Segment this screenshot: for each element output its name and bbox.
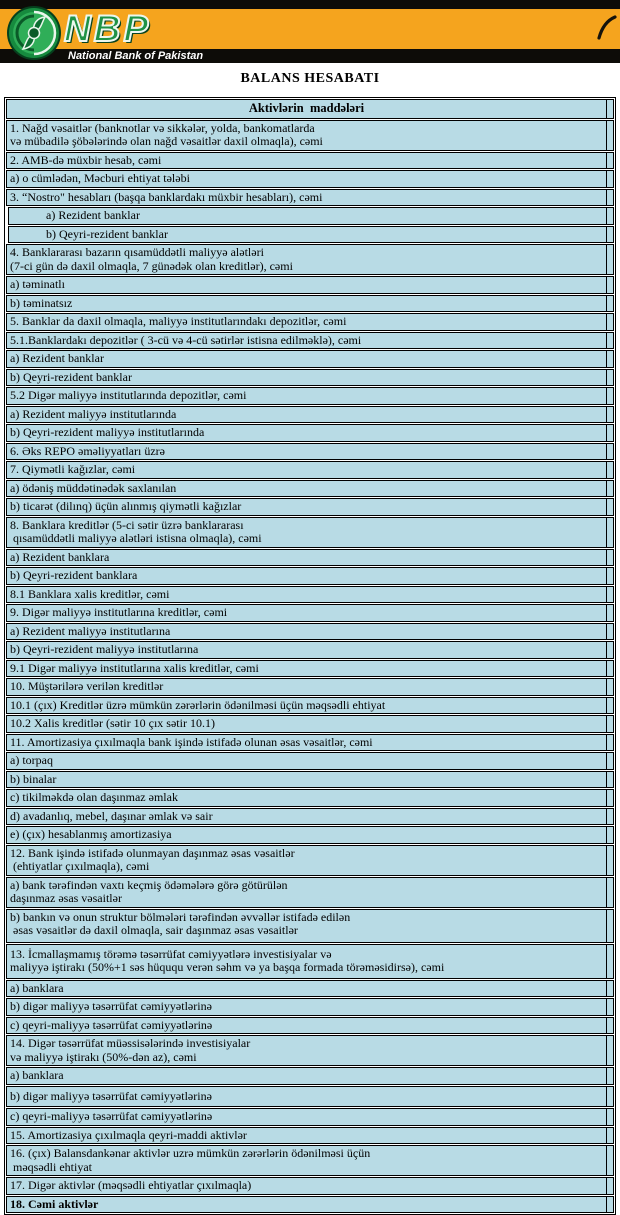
value-cell (606, 481, 613, 497)
row-label-line: və maliyyə iştirakı (50%-dən az), cəmi (10, 1049, 197, 1064)
row-label-line: 18. Cəmi aktivlər (10, 1196, 99, 1211)
row-label-cell (7, 351, 606, 367)
value-cell (606, 1109, 613, 1125)
table-row (6, 189, 614, 207)
table-row (6, 1035, 614, 1066)
table-row (6, 623, 614, 641)
row-label-line: c) qeyri-maliyyə təsərrüfat cəmiyyətlərinə (10, 1109, 213, 1123)
value-cell (606, 846, 613, 875)
table-row (8, 226, 614, 244)
row-label-cell (7, 277, 606, 293)
value-cell (606, 642, 613, 658)
row-label-cell (7, 444, 606, 460)
table-row (6, 826, 614, 844)
row-label-cell (7, 333, 606, 349)
row-label-line: 10. Müştərilərə verilən kreditlər (10, 679, 164, 693)
table-row (6, 567, 614, 585)
table-row (6, 424, 614, 442)
value-cell (606, 679, 613, 695)
row-label-cell (7, 481, 606, 497)
value-cell (606, 809, 613, 825)
row-label-line: a) torpaq (10, 753, 53, 767)
row-label-line: 8. Banklara kreditlər (5-ci sətir üzrə banklararası (10, 517, 244, 532)
row-label-cell (7, 1146, 606, 1175)
value-cell (606, 277, 613, 293)
row-label-cell (7, 878, 606, 907)
table-row (6, 604, 614, 622)
row-label-cell (7, 462, 606, 478)
value-cell (606, 499, 613, 515)
row-label-line: 5. Banklar da daxil olmaqla, maliyyə institutlarındakı depozitlər, cəmi (10, 314, 347, 328)
value-cell (606, 587, 613, 603)
row-label-line: a) Rezident maliyyə institutlarına (10, 623, 171, 638)
row-label-line: b) bankın və onun struktur bölmələri tərəfindən əvvəllər istifadə edilən (10, 909, 351, 924)
table-row (6, 660, 614, 678)
value-cell (606, 624, 613, 640)
value-cell (606, 1036, 613, 1065)
table-row (6, 1067, 614, 1085)
table-row (6, 443, 614, 461)
table-row (6, 461, 614, 479)
row-label-line: 3. “Nostro" hesabları (başqa banklardakı müxbir hesabları), cəmi (10, 189, 323, 204)
value-cell (606, 1128, 613, 1144)
table-row (6, 387, 614, 405)
table-row (6, 498, 614, 516)
row-label-line: 10.1 (çıx) Kreditlər üzrə mümkün zərərlərin ödənilməsi üçün məqsədli ehtiyat (10, 697, 386, 712)
row-label-line: 9.1 Digər maliyyə institutlarına xalis kreditlər, cəmi (10, 660, 259, 675)
row-label-line: b) Qeyri-rezident maliyyə institutlarında (10, 425, 205, 439)
row-label-cell (7, 388, 606, 404)
brand-name: National Bank of Pakistan (68, 50, 204, 62)
value-cell (606, 227, 613, 243)
row-label-cell (7, 190, 606, 206)
row-label-line: 13. İcmallaşmamış törəmə təsərrüfat cəmiyyətlərə investisiyalar və (10, 946, 332, 961)
value-cell (606, 462, 613, 478)
value-cell (606, 518, 613, 547)
row-label-line: 14. Digər təsərrüfat müəssisələrində investisiyalar (10, 1036, 251, 1050)
row-label-line: b) ticarət (dilınq) üçün alınmış qiymətli kağızlar (10, 499, 242, 513)
table-body (6, 120, 614, 1214)
table-row (6, 909, 614, 943)
table-row (6, 586, 614, 604)
row-label-cell (7, 772, 606, 788)
row-label-line: 4. Banklararası bazarın qısamüddətli maliyyə alətləri (10, 245, 264, 259)
row-label-line: daşınmaz əsas vəsaitlər (10, 891, 122, 905)
value-cell (606, 568, 613, 584)
row-label-line: d) avadanlıq, mebel, daşınar əmlak və sair (10, 808, 213, 823)
table-row (6, 1127, 614, 1145)
row-label-cell (7, 642, 606, 658)
row-label-cell (7, 735, 606, 751)
table-row (6, 641, 614, 659)
row-label-cell (7, 550, 606, 566)
row-label-line: e) (çıx) hesablanmış amortizasiya (10, 827, 172, 841)
table-row (6, 1108, 614, 1126)
row-label-cell (7, 1178, 606, 1194)
row-label-line: 11. Amortizasiya çıxılmaqla bank işində istifadə olunan əsas vəsaitlər, cəmi (10, 734, 373, 749)
row-label-cell (7, 910, 606, 942)
table-row (6, 1196, 614, 1214)
row-label-cell (9, 208, 606, 224)
table-row (6, 1145, 614, 1176)
row-label-cell (7, 605, 606, 621)
row-label-cell (7, 1128, 606, 1144)
table-header-row (6, 99, 614, 119)
value-cell (606, 735, 613, 751)
row-label-cell (7, 716, 606, 732)
row-label-cell (7, 518, 606, 547)
row-label-cell (7, 827, 606, 843)
value-cell (606, 772, 613, 788)
value-cell (606, 1018, 613, 1034)
table-row (6, 313, 614, 331)
row-label-cell (7, 407, 606, 423)
row-label-line: b) Qeyri-rezident maliyyə institutlarına (10, 642, 199, 656)
value-cell (606, 605, 613, 621)
table-row (6, 152, 614, 170)
table-row (6, 697, 614, 715)
table-row (6, 1086, 614, 1108)
table-row (6, 244, 614, 275)
row-label-cell (7, 153, 606, 169)
row-label-line: a) Rezident banklara (10, 549, 110, 564)
row-label-line: b) təminatsız (10, 295, 73, 310)
value-cell (606, 407, 613, 423)
row-label-cell (7, 1018, 606, 1034)
row-label-line: 1. Nağd vəsaitlər (banknotlar və sikkələr, yolda, bankomatlarda (10, 120, 315, 135)
row-label-cell (7, 945, 606, 978)
value-cell (606, 314, 613, 330)
row-label-line: (7-ci gün də daxil olmaqla, 7 günədək olan kreditlər), cəmi (10, 258, 293, 273)
table-row (6, 1177, 614, 1195)
row-label-line: 7. Qiymətli kağızlar, cəmi (10, 462, 136, 476)
row-label-cell (7, 999, 606, 1015)
row-label-cell (7, 1197, 606, 1213)
value-cell (606, 388, 613, 404)
row-label-line: b) Qeyri-rezident banklar (46, 226, 168, 241)
row-label-line: əsas vəsaitlər də daxil olmaqla, sair daşınmaz əsas vəsaitlər (10, 923, 298, 937)
value-cell (606, 208, 613, 224)
value-cell (606, 790, 613, 806)
value-cell (606, 333, 613, 349)
table-row (6, 715, 614, 733)
row-label-line: b) binalar (10, 771, 57, 786)
value-cell (606, 661, 613, 677)
row-label-cell (7, 568, 606, 584)
table-row (6, 170, 614, 188)
row-label-line: 9. Digər maliyyə institutlarına kreditlər, cəmi (10, 605, 228, 619)
row-label-cell (7, 624, 606, 640)
value-cell (606, 171, 613, 187)
row-label-line: c) tikilməkdə olan daşınmaz əmlak (10, 790, 178, 804)
row-label-cell (7, 314, 606, 330)
row-label-cell (7, 661, 606, 677)
row-label-line: 2. AMB-də müxbir hesab, cəmi (10, 152, 162, 167)
row-label-line: 12. Bank işində istifadə olunmayan daşınmaz əsas vəsaitlər (10, 845, 295, 860)
value-cell (606, 999, 613, 1015)
value-cell (606, 716, 613, 732)
row-label-line: b) digər maliyyə təsərrüfat cəmiyyətlərinə (10, 999, 212, 1013)
value-cell (606, 910, 613, 942)
row-label-line: a) təminatlı (10, 277, 65, 291)
row-label-cell (7, 698, 606, 714)
row-label-line: məqsədli ehtiyat (10, 1159, 92, 1174)
row-label-line: 5.1.Banklardakı depozitlər ( 3-cü və 4-cü sətirlər istisna edilməklə), cəmi (10, 332, 362, 347)
value-cell (606, 878, 613, 907)
brand-banner (0, 9, 620, 49)
row-label-cell (7, 753, 606, 769)
assets-table (4, 97, 616, 1215)
row-label-line: a) banklara (10, 1068, 64, 1082)
row-label-cell (7, 245, 606, 274)
table-row (6, 276, 614, 294)
table-row (6, 789, 614, 807)
table-row (6, 808, 614, 826)
row-label-cell (7, 846, 606, 875)
value-cell (606, 1178, 613, 1194)
table-row (6, 350, 614, 368)
value-cell (606, 1197, 613, 1213)
table-row (6, 845, 614, 876)
row-label-cell (7, 679, 606, 695)
row-label-line: a) Rezident maliyyə institutlarında (10, 406, 177, 421)
value-cell (606, 425, 613, 441)
value-cell (606, 121, 613, 150)
table-row (6, 295, 614, 313)
table-row (6, 678, 614, 696)
row-label-cell (7, 790, 606, 806)
row-label-cell (7, 499, 606, 515)
row-label-cell (7, 425, 606, 441)
row-label-line: a) Rezident banklar (46, 208, 140, 222)
table-row (6, 980, 614, 998)
row-label-line: c) qeyri-maliyyə təsərrüfat cəmiyyətlərinə (10, 1017, 213, 1032)
value-cell (606, 1068, 613, 1084)
row-label-cell (7, 121, 606, 150)
value-cell (606, 100, 613, 118)
brand-acronym: NBP (64, 8, 152, 49)
row-label-cell (7, 296, 606, 312)
table-header-label: Aktivlərin maddələri (248, 101, 365, 115)
table-row (6, 549, 614, 567)
table-row (6, 877, 614, 908)
row-label-line: 6. Əks REPO əməliyyatları üzrə (10, 443, 165, 458)
row-label-cell (7, 587, 606, 603)
value-cell (606, 370, 613, 386)
row-label-line: 5.2 Digər maliyyə institutlarında depozitlər, cəmi (10, 388, 247, 402)
table-row (6, 369, 614, 387)
row-label-line: 16. (çıx) Balansdankənar aktivlər uzrə mümkün zərərlərin ödənilməsi üçün (10, 1146, 371, 1160)
row-label-line: 17. Digər aktivlər (məqsədli ehtiyatlar çıxılmaqla) (10, 1178, 252, 1192)
row-label-line: b) Qeyri-rezident banklara (10, 568, 138, 582)
table-row (6, 998, 614, 1016)
row-label-line: a) bank tərəfindən vaxtı keçmiş ödəmələrə görə götürülən (10, 877, 288, 892)
value-cell (606, 351, 613, 367)
table-row (6, 120, 614, 151)
value-cell (606, 1087, 613, 1107)
row-label-cell (7, 809, 606, 825)
value-cell (606, 296, 613, 312)
table-row (6, 734, 614, 752)
row-label-line: 8.1 Banklara xalis kreditlər, cəmi (10, 586, 170, 601)
brand-name-bar (0, 49, 620, 63)
table-row (6, 480, 614, 498)
row-label-line: maliyyə iştirakı (50%+1 səs hüququ verən səhm və ya başqa formada törəməsidirsə), cəmi (10, 960, 445, 974)
row-label-line: a) Rezident banklar (10, 351, 104, 365)
row-label-cell (7, 171, 606, 187)
value-cell (606, 945, 613, 978)
value-cell (606, 153, 613, 169)
value-cell (606, 444, 613, 460)
row-label-line: (ehtiyatlar çıxılmaqla), cəmi (10, 859, 150, 873)
row-label-cell (7, 981, 606, 997)
value-cell (606, 698, 613, 714)
value-cell (606, 550, 613, 566)
value-cell (606, 245, 613, 274)
value-cell (606, 981, 613, 997)
value-cell (606, 753, 613, 769)
value-cell (606, 1146, 613, 1175)
table-row (6, 406, 614, 424)
row-label-line: 15. Amortizasiya çıxılmaqla qeyri-maddi aktivlər (10, 1127, 247, 1142)
value-cell (606, 827, 613, 843)
row-label-line: a) banklara (10, 980, 64, 995)
table-row (6, 752, 614, 770)
value-cell (606, 190, 613, 206)
row-label-line: və mübadilə şöbələrində olan nağd vəsaitlər daxil olmaqla), cəmi (10, 134, 323, 148)
table-row (6, 517, 614, 548)
row-label-line: b) Qeyri-rezident banklar (10, 369, 132, 384)
row-label-cell (7, 1068, 606, 1084)
table-row (6, 944, 614, 979)
page-title: BALANS HESABATI (240, 71, 380, 86)
row-label-cell (9, 227, 606, 243)
row-label-cell (7, 370, 606, 386)
nbp-logo-icon (5, 2, 63, 66)
table-row (8, 207, 614, 225)
table-row (6, 332, 614, 350)
row-label-line: qısamüddətli maliyyə alətləri istisna olmaqla), cəmi (10, 531, 262, 545)
row-label-cell (7, 1109, 606, 1125)
row-label-cell (7, 1036, 606, 1065)
table-row (6, 771, 614, 789)
row-label-cell (7, 1087, 606, 1107)
row-label-line: a) o cümlədən, Məcburi ehtiyat tələbi (10, 171, 190, 185)
row-label-line: a) ödəniş müddətinədək saxlanılan (10, 480, 177, 495)
row-label-line: 10.2 Xalis kreditlər (sətir 10 çıx sətir 10.1) (10, 716, 215, 730)
swoosh-icon (595, 15, 617, 41)
row-label-line: b) digər maliyyə təsərrüfat cəmiyyətlərinə (10, 1088, 212, 1103)
table-row (6, 1017, 614, 1035)
